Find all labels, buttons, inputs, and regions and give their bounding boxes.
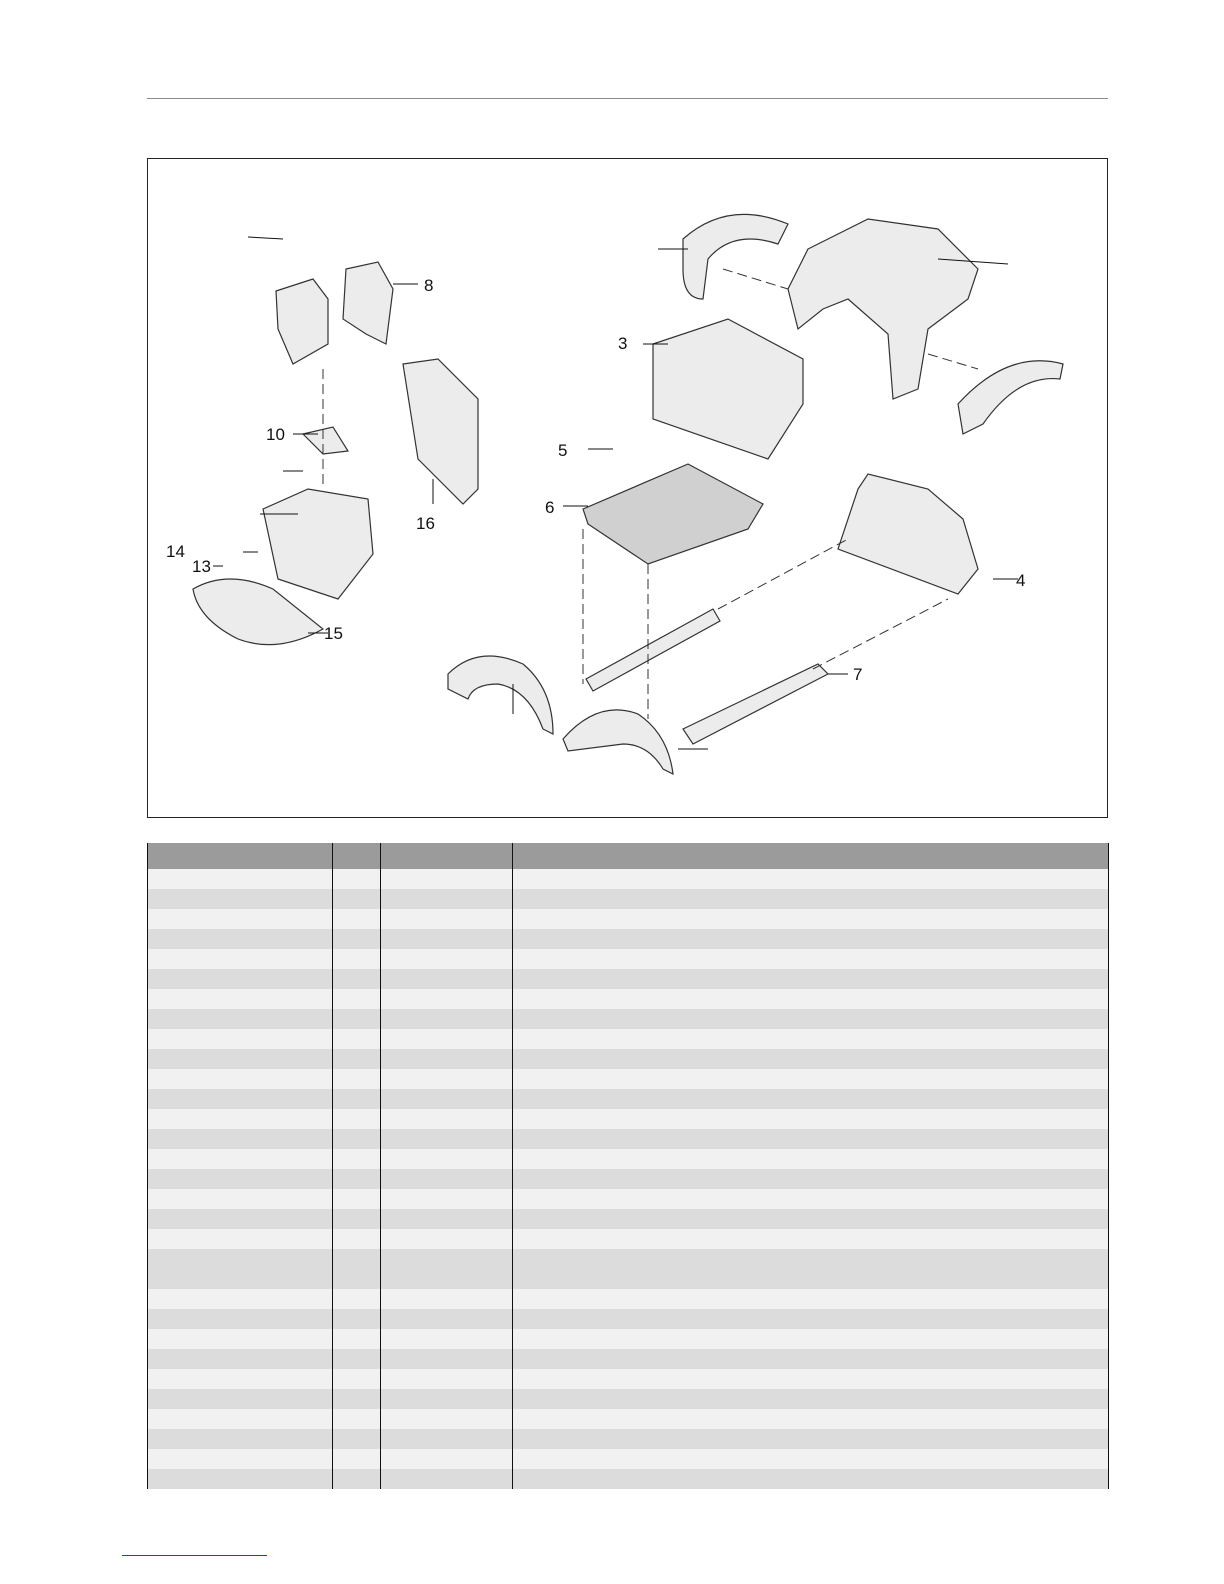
table-cell xyxy=(381,1429,513,1449)
table-cell xyxy=(513,1009,1109,1029)
callout-4: 4 xyxy=(1016,571,1026,590)
table-row xyxy=(148,1409,1109,1429)
table-row xyxy=(148,1309,1109,1329)
table-cell xyxy=(381,989,513,1009)
table-cell xyxy=(513,1189,1109,1209)
table-cell xyxy=(333,1089,381,1109)
header-cell xyxy=(148,843,333,869)
table-cell xyxy=(513,1389,1109,1409)
table-cell xyxy=(148,1369,333,1389)
table-cell xyxy=(513,889,1109,909)
table-cell xyxy=(148,949,333,969)
table-cell xyxy=(381,1169,513,1189)
header-cell xyxy=(513,843,1109,869)
table-cell xyxy=(148,1429,333,1449)
table-cell xyxy=(148,1249,333,1289)
callout-16: 16 xyxy=(416,514,435,533)
table-cell xyxy=(513,1089,1109,1109)
handlebar-cowl xyxy=(193,579,323,645)
table-cell xyxy=(513,1049,1109,1069)
footer-link-underline[interactable] xyxy=(122,1555,267,1556)
table-row xyxy=(148,1129,1109,1149)
table-cell xyxy=(381,1189,513,1209)
table-cell xyxy=(381,1009,513,1029)
table-cell xyxy=(333,969,381,989)
table-row xyxy=(148,1189,1109,1209)
table-cell xyxy=(333,889,381,909)
table-row xyxy=(148,869,1109,889)
table-cell xyxy=(381,1449,513,1469)
table-cell xyxy=(148,1389,333,1409)
table-cell xyxy=(148,1009,333,1029)
callout-15: 15 xyxy=(324,624,343,643)
table-cell xyxy=(333,989,381,1009)
table-row xyxy=(148,1029,1109,1049)
table-cell xyxy=(333,1109,381,1129)
table-row xyxy=(148,909,1109,929)
front-mudguard-right xyxy=(563,710,673,774)
table-cell xyxy=(148,1069,333,1089)
table-cell xyxy=(148,1209,333,1229)
table-cell xyxy=(333,1289,381,1309)
table-row xyxy=(148,1209,1109,1229)
table-cell xyxy=(381,909,513,929)
callout-5: 5 xyxy=(558,441,568,460)
table-cell xyxy=(513,1249,1109,1289)
table-cell xyxy=(513,1469,1109,1489)
table-cell xyxy=(333,1169,381,1189)
table-cell xyxy=(333,1369,381,1389)
table-cell xyxy=(381,1369,513,1389)
callout-8: 8 xyxy=(424,276,434,295)
assembly-line-b xyxy=(723,269,788,289)
callout-13: 13 xyxy=(192,557,211,576)
table-cell xyxy=(148,1409,333,1429)
rear-fender-left xyxy=(683,214,788,299)
table-cell xyxy=(381,1209,513,1229)
table-cell xyxy=(148,1349,333,1369)
table-cell xyxy=(333,1229,381,1249)
table-cell xyxy=(333,949,381,969)
table-cell xyxy=(148,1029,333,1049)
table-cell xyxy=(381,1029,513,1049)
table-row xyxy=(148,929,1109,949)
table-cell xyxy=(148,889,333,909)
header-cell xyxy=(333,843,381,869)
table-cell xyxy=(148,969,333,989)
table-cell xyxy=(381,1249,513,1289)
table-cell xyxy=(333,1209,381,1229)
table-cell xyxy=(333,869,381,889)
table-cell xyxy=(148,869,333,889)
table-cell xyxy=(513,1369,1109,1389)
top-rule xyxy=(147,98,1108,99)
table-cell xyxy=(513,969,1109,989)
table-cell xyxy=(381,949,513,969)
callout-14: 14 xyxy=(166,542,185,561)
table-cell xyxy=(333,1349,381,1369)
table-cell xyxy=(381,869,513,889)
steering-column-cover xyxy=(403,359,478,504)
table-cell xyxy=(513,869,1109,889)
table-cell xyxy=(513,1409,1109,1429)
front-shield xyxy=(263,489,373,599)
table-cell xyxy=(333,1189,381,1209)
table-cell xyxy=(333,1329,381,1349)
table-row xyxy=(148,1449,1109,1469)
table-cell xyxy=(381,1409,513,1429)
table-cell xyxy=(513,1209,1109,1229)
bracket xyxy=(303,427,348,454)
table-cell xyxy=(513,1429,1109,1449)
table-cell xyxy=(381,1349,513,1369)
table-cell xyxy=(381,1309,513,1329)
callout-6: 6 xyxy=(545,498,555,517)
table-row xyxy=(148,889,1109,909)
table-row xyxy=(148,1169,1109,1189)
header-cell xyxy=(381,843,513,869)
table-cell xyxy=(381,1069,513,1089)
table-row xyxy=(148,969,1109,989)
table-header-row xyxy=(148,843,1109,869)
head-cover-front xyxy=(276,279,328,364)
table-cell xyxy=(513,949,1109,969)
diagram-svg xyxy=(148,159,1107,817)
table-cell xyxy=(381,1149,513,1169)
table-cell xyxy=(333,909,381,929)
table-cell xyxy=(148,1189,333,1209)
table-cell xyxy=(513,909,1109,929)
table-cell xyxy=(381,1389,513,1409)
table-cell xyxy=(148,989,333,1009)
table-cell xyxy=(148,909,333,929)
head-cover-rear xyxy=(343,262,393,344)
table-cell xyxy=(513,1129,1109,1149)
table-cell xyxy=(148,1289,333,1309)
table-cell xyxy=(148,1329,333,1349)
table-row xyxy=(148,1089,1109,1109)
table-cell xyxy=(513,1309,1109,1329)
table-body xyxy=(148,869,1109,1489)
table-cell xyxy=(333,1389,381,1409)
table-cell xyxy=(381,1229,513,1249)
table-cell xyxy=(148,929,333,949)
table-cell xyxy=(513,929,1109,949)
table-cell xyxy=(513,1449,1109,1469)
table-cell xyxy=(333,1149,381,1169)
rear-fender-right xyxy=(958,361,1063,434)
assembly-line-c xyxy=(928,354,978,369)
table-cell xyxy=(513,1029,1109,1049)
table-cell xyxy=(148,1109,333,1129)
table-cell xyxy=(513,1329,1109,1349)
table-cell xyxy=(333,1309,381,1329)
exploded-parts-diagram xyxy=(147,158,1108,818)
table-cell xyxy=(333,1249,381,1289)
callout-3: 3 xyxy=(618,334,628,353)
table-cell xyxy=(381,1049,513,1069)
table-cell xyxy=(333,1449,381,1469)
table-cell xyxy=(381,969,513,989)
callout-7: 7 xyxy=(853,665,863,684)
assembly-line-g xyxy=(813,599,948,669)
table-cell xyxy=(333,1129,381,1149)
table-cell xyxy=(148,1149,333,1169)
table-cell xyxy=(333,1409,381,1429)
table-cell xyxy=(381,1329,513,1349)
table-cell xyxy=(381,1289,513,1309)
rear-body-shroud xyxy=(788,219,978,399)
floor-mat xyxy=(583,464,763,564)
table-row xyxy=(148,1229,1109,1249)
side-skirt-lower xyxy=(683,664,828,744)
table-cell xyxy=(148,1049,333,1069)
table-cell xyxy=(381,929,513,949)
side-skirt-upper xyxy=(586,609,720,691)
table-row xyxy=(148,989,1109,1009)
table-cell xyxy=(381,1129,513,1149)
table-row xyxy=(148,1329,1109,1349)
table-row xyxy=(148,1429,1109,1449)
table-cell xyxy=(148,1089,333,1109)
table-cell xyxy=(333,1049,381,1069)
table-cell xyxy=(513,1109,1109,1129)
table-row xyxy=(148,1049,1109,1069)
table-cell xyxy=(381,1109,513,1129)
table-cell xyxy=(513,989,1109,1009)
table-cell xyxy=(381,1469,513,1489)
table-row xyxy=(148,1009,1109,1029)
table-row xyxy=(148,1149,1109,1169)
assembly-line-f xyxy=(718,539,848,609)
table-cell xyxy=(148,1129,333,1149)
table-row xyxy=(148,1109,1109,1129)
table-cell xyxy=(333,1069,381,1089)
table-row xyxy=(148,1069,1109,1089)
table-cell xyxy=(513,1169,1109,1189)
table-cell xyxy=(513,1289,1109,1309)
table-cell xyxy=(148,1229,333,1249)
table-cell xyxy=(333,929,381,949)
parts-table xyxy=(147,843,1109,1489)
table-cell xyxy=(381,1089,513,1109)
table-cell xyxy=(148,1469,333,1489)
seat-box xyxy=(653,319,803,459)
rear-body-tray xyxy=(838,474,978,594)
table-cell xyxy=(148,1169,333,1189)
table-cell xyxy=(333,1469,381,1489)
front-mudguard-left xyxy=(448,656,553,734)
table-cell xyxy=(333,1029,381,1049)
table-cell xyxy=(513,1149,1109,1169)
table-row xyxy=(148,1249,1109,1289)
table-cell xyxy=(148,1309,333,1329)
table-cell xyxy=(148,1449,333,1469)
table-row xyxy=(148,1369,1109,1389)
table-row xyxy=(148,1289,1109,1309)
table-cell xyxy=(513,1349,1109,1369)
table-cell xyxy=(513,1229,1109,1249)
callout-10: 10 xyxy=(266,425,285,444)
table-cell xyxy=(513,1069,1109,1089)
table-cell xyxy=(333,1429,381,1449)
table-cell xyxy=(381,889,513,909)
table-row xyxy=(148,949,1109,969)
table-row xyxy=(148,1469,1109,1489)
table-row xyxy=(148,1389,1109,1409)
table-row xyxy=(148,1349,1109,1369)
table-cell xyxy=(333,1009,381,1029)
